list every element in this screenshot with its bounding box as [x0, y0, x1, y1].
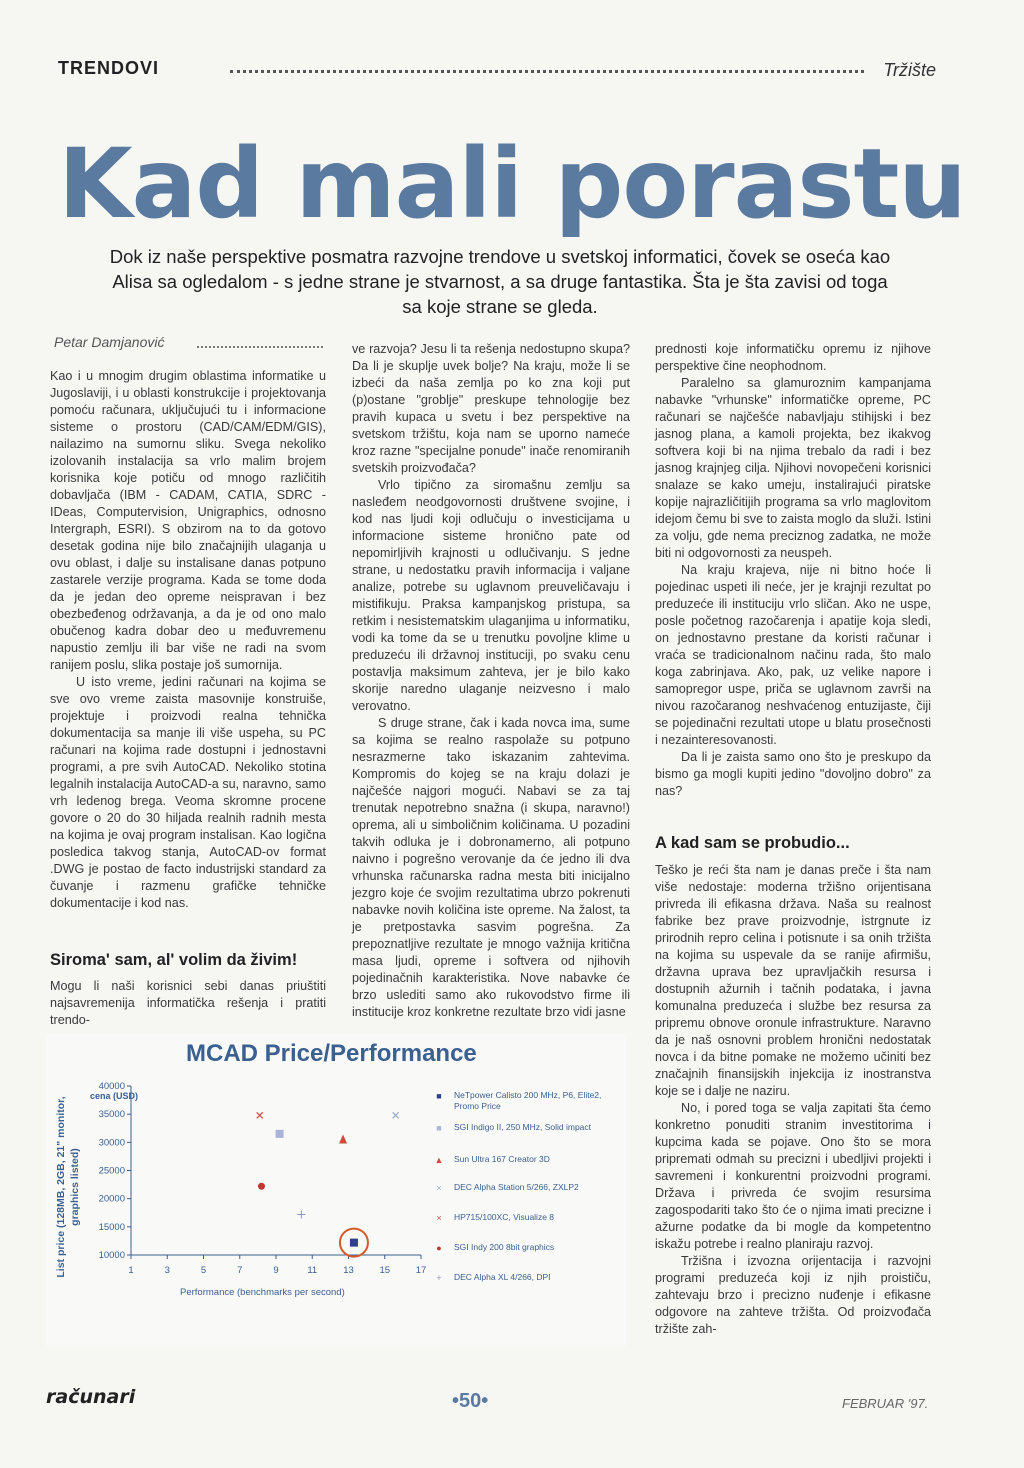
chart-y-tick-label: 15000 [98, 1221, 125, 1233]
byline-dotted-rule [197, 346, 323, 348]
legend-label: DEC Alpha XL 4/266, DPI [454, 1272, 551, 1282]
paragraph: Teško je reći šta nam je danas preče i šta nam više nedostaje: moderna tržišno orijentisana privreda ili efikasna država. Naša su realnost fabrike bez prave proizvodnje, istrgnute iz prirodnih repro celina i potisnute i sa onih tržišta na kojima su uspevale da se ranije afirmišu, državna uprava bez upravljačkih resursa i dostupnih ažurnih i tačnih podataka, i javna komunalna preduzeća i službe bez resursa za pripremu obnove oronule infrastrukture. Naravno da je naš osnovni problem hronični nedostatak novca i da bitne pomake ne možemo učiniti bez značajnih finansijskih injekcija iz inostranstva koje se i dalje ne naziru. [655, 863, 931, 1098]
legend-label: DEC Alpha Station 5/266, ZXLP2 [454, 1182, 579, 1192]
chart-x-axis-label: Performance (benchmarks per second) [180, 1287, 345, 1298]
legend-marker-x: × [436, 1183, 442, 1193]
rubric-label: Tržište [883, 60, 936, 80]
legend-marker-square: ■ [436, 1123, 442, 1133]
chart-y-tick-label: 20000 [98, 1193, 125, 1205]
subheading-1: Siroma' sam, al' volim da živim! [50, 951, 298, 969]
column-1-continued [50, 978, 326, 1029]
paragraph: Na kraju krajeva, nije ni bitno hoće li pojedinac uspeti ili neće, jer je krajnji rezultat po preduzeće ili instituciju vrlo sličan. Ako ne uspe, posle početnog razočarenja i apatije koja sledi, on jednostavno prestane da koristi računar i vraća se tradicionalnom načinu rada, što malo koga zabrinjava. Ako, pak, uz velike napore i samopregor uspe, priča se uglavnom završi na nivou razočaranog neshvaćenog entuzijaste, čiji se pojedinačni rezultati utope u blatu prosečnosti i nezainteresovanosti. [655, 563, 931, 747]
paragraph: S druge strane, čak i kada novca ima, sume sa kojima se realno raspolaže su potpuno nesrazmerne tako iskazanim zahtevima. Kompromis do kojeg se na kraju dolazi je najčešće najgori mogući. Nabavi se za taj trenutak nepotrebno snažna (i skupa, naravno!) oprema, ali u simboličnim količinama. U pozadini takvih odluka je i dobronamerno, ali potpuno naivno i pogrešno verovanje da će jedno ili dva vrhunska računarska radna mesta biti inicijalno jezgro koje će svojim rezultatima ubrzo pokrenuti nabavke novih količina iste opreme. Na žalost, ta je pretpostavka sasvim pogrešna. Za prepoznatljive rezultate je mnogo važnija kritična masa ljudi, opreme i softvera od njihovih pojedinačnih karakteristika. Nove nabavke će brzo uslediti samo ako rukovodstvo firme ili institucije kroz konkretne rezultate brzo vidi jasne [352, 716, 630, 1019]
legend-label: HP715/100XC, Visualize 8 [454, 1212, 555, 1222]
paragraph: Paralelno sa glamuroznim kampanjama nabavke "vrhunske" informatičke opreme, PC računari se najčešće nabavljaju stihijski i bez jasnog plana, a kamoli projekta, bez ikakvog softvera koji bi na njima trebalo da radi i bez jasnog krajnjeg cilja. Njihovi novopečeni korisnici snalaze se kako umeju, instalirajući piratske kopije najrazličitijih programa sa vrlo maglovitom idejom čemu bi sve to zaista moglo da služi. Istini za volju, gde nema preciznog zadatka, ne može biti ni odgovornosti za neuspeh. [655, 376, 931, 560]
issue-date: FEBRUAR '97. [842, 1396, 929, 1411]
paragraph: U isto vreme, jedini računari na kojima se sve ovo vreme zaista masovnije konstruiše, projektuje i proizvodi realna tehnička dokumentacija sa manje ili više uspeha, su PC računari na kojima rade dostupni i jednostavni programi, a pre svih AutoCAD. Nekoliko stotina legalnih instalacija AutoCAD-a su, naravno, samo vrh ledenog brega. Veoma skromne procene govore o 20 do 30 hiljada realnih radnih mesta na kojima je ovaj program instalisan. Kao logična posledica takvog stanja, AutoCAD-ov format .DWG je postao de facto industrijski standard za čuvanje i razmenu grafičke tehničke dokumentacije i kod nas. [50, 675, 326, 910]
paragraph: No, i pored toga se valja zapitati šta ćemo konkretno ponuditi stranim investitorima i kupcima kada se pojave. Ono što se mora pripremati odmah su precizni i ubedljivi projekti i savremeni i konkurentni proizvodni programi. Država i privreda će svojim resursima zagospodariti tako što će o njima imati precizne i ažurne podatke da bi mogle da kompetentno iskažu potrebe i realno planiraju razvoj. [655, 1101, 931, 1251]
chart-x-tick-label: 11 [307, 1265, 318, 1276]
paragraph: Da li je zaista samo ono što je preskupo da bismo ga mogli kupiti jedino "dovoljno dobro" za nas? [655, 750, 931, 798]
paragraph: Tržišna i izvozna orijentacija i razvojni programi preduzeća koji iz njih proističu, zahtevaju brzo i precizno nuđenje i efikasne odgovore na zahteve tržišta. Od proizvođača tržište zah- [655, 1254, 931, 1336]
legend-marker-square: ■ [436, 1091, 442, 1101]
section-label: TRENDOVI [58, 58, 160, 78]
page-header [58, 58, 936, 84]
subheading-2: A kad sam se probudio... [655, 834, 850, 852]
paragraph: Kao i u mnogim drugim oblastima informatike u Jugoslaviji, i u oblasti konstrukcije i projektovanja pomoću računara, uključujući tu i informacione sisteme o prostoru (CAD/CAM/EDM/GIS), nailazimo na sumornu sliku. Svega nekoliko izolovanih instalacija sa vrlo malim brojem korisnika koje potiču od mnogo različitih dobavljača (IBM - CADAM, CATIA, SDRC - IDeas, Computervision, Unigraphics, odnosno Intergraph, ESRI). S obzirom na to da gotovo desetak godina nije bilo značajnijih ulaganja u ovu oblast, i dalje su instalisane danas potpuno zastarele verzije programa. Kada se tome doda da je jedan deo opreme neispravan i bez obezbeđenog održavanja, a da je od ono malo obučenog kadra dobar deo u međuvremenu napustio zemlju ili bar više ne radi na svom ranijem poslu, slika postaje još sumornija. [50, 369, 326, 672]
article-title: Kad mali porastu [58, 128, 966, 240]
chart-x-tick-label: 17 [415, 1265, 427, 1276]
paragraph: ve razvoja? Jesu li ta rešenja nedostupno skupa? Da li je skuplje uvek bolje? Na kraju, može li se izbeći da naša zemlja po ko zna koji put (p)ostane "groblje" preskupe tehnologije bez pravih kupaca u svetu i bez perspektive na svetskom tržištu, koja nam se uporno nameće kroz razne "specijalne ponude" inače renomiranih svetskih proizvođača? [352, 342, 630, 475]
column-1 [50, 368, 326, 912]
chart-x-tick-label: 7 [237, 1265, 243, 1276]
column-2 [352, 341, 630, 1021]
legend-marker-triangle: ▲ [434, 1155, 444, 1165]
chart-title: MCAD Price/Performance [186, 1040, 477, 1067]
paragraph: prednosti koje informatičku opremu iz njihove perspektive čine neophodnom. [655, 342, 931, 373]
chart-y-axis-label: List price (128MB, 2GB, 21" monitor, graphics listed) [55, 1096, 81, 1278]
chart-x-tick-label: 1 [128, 1265, 134, 1276]
paragraph: Vrlo tipično za siromašnu zemlju sa naslеđem neodgovornosti društvene svojine, i kod nas ljudi koji odlučuju o investicijama u informacione sisteme hronično pate od nepomirljivih krajnosti u odlučivanju. S jedne strane, u nedostatku pravih informacija i valjane analize, potrebe su uglavnom preuveličavaju i mistifikuju. Praksa kampanjskog pristupa, sa retkim i nesistematskim ulaganjima u informatiku, vodi ka tome da se u trenutku povoljne klime u preduzeću ili državnoj instituciji, po svaku cenu postavlja maksimum zahteva, jer je bilo kako skorije naredno ulaganje neizvesno i malo verovatno. [352, 478, 630, 713]
chart-y-tick-label: 35000 [98, 1109, 125, 1121]
magazine-name: računari [46, 1386, 136, 1408]
chart-y-tick-label: 40000 [98, 1081, 125, 1092]
header-dotted-rule [230, 70, 864, 73]
paragraph: Mogu li naši korisnici sebi danas priuštiti najsavremenija informatička rešenja i pratiti trendo- [50, 979, 326, 1027]
chart-y-tick-label: 25000 [98, 1165, 125, 1177]
legend-label: SGI Indigo II, 250 MHz, Solid impact [454, 1122, 592, 1132]
author-byline: Petar Damjanović [54, 334, 165, 350]
legend-label: Sun Ultra 167 Creator 3D [454, 1154, 550, 1164]
chart-y-tick-label: 30000 [98, 1137, 125, 1149]
chart-x-tick-label: 3 [164, 1265, 170, 1276]
legend-marker-x: × [436, 1213, 442, 1223]
column-3 [655, 341, 931, 800]
chart-x-tick-label: 5 [200, 1265, 207, 1276]
chart-x-tick-label: 9 [273, 1265, 279, 1276]
page-number: •50• [452, 1390, 489, 1412]
column-3-continued [655, 862, 931, 1338]
chart-y-tick-label: 10000 [98, 1250, 125, 1261]
legend-marker-plus: + [436, 1273, 442, 1283]
legend-label: SGI Indy 200 8bit graphics [454, 1242, 555, 1252]
chart-y-unit: cena (USD) [90, 1091, 139, 1101]
legend-label: NeTpower Calisto 200 MHz, P6, Elite2, Promo Price [454, 1090, 602, 1111]
legend-marker-circle: ● [436, 1243, 442, 1253]
chart-x-tick-label: 15 [379, 1265, 391, 1276]
chart-x-tick-label: 13 [343, 1265, 354, 1276]
article-lead: Dok iz naše perspektive posmatra razvojne trendove u svetskoj informatici, čovek se oseća kao Alisa sa ogledalom - s jedne strane je stvarnost, a sa druge fantastika. Šta je šta zavisi od toga sa koje strane se gleda. [109, 246, 891, 317]
